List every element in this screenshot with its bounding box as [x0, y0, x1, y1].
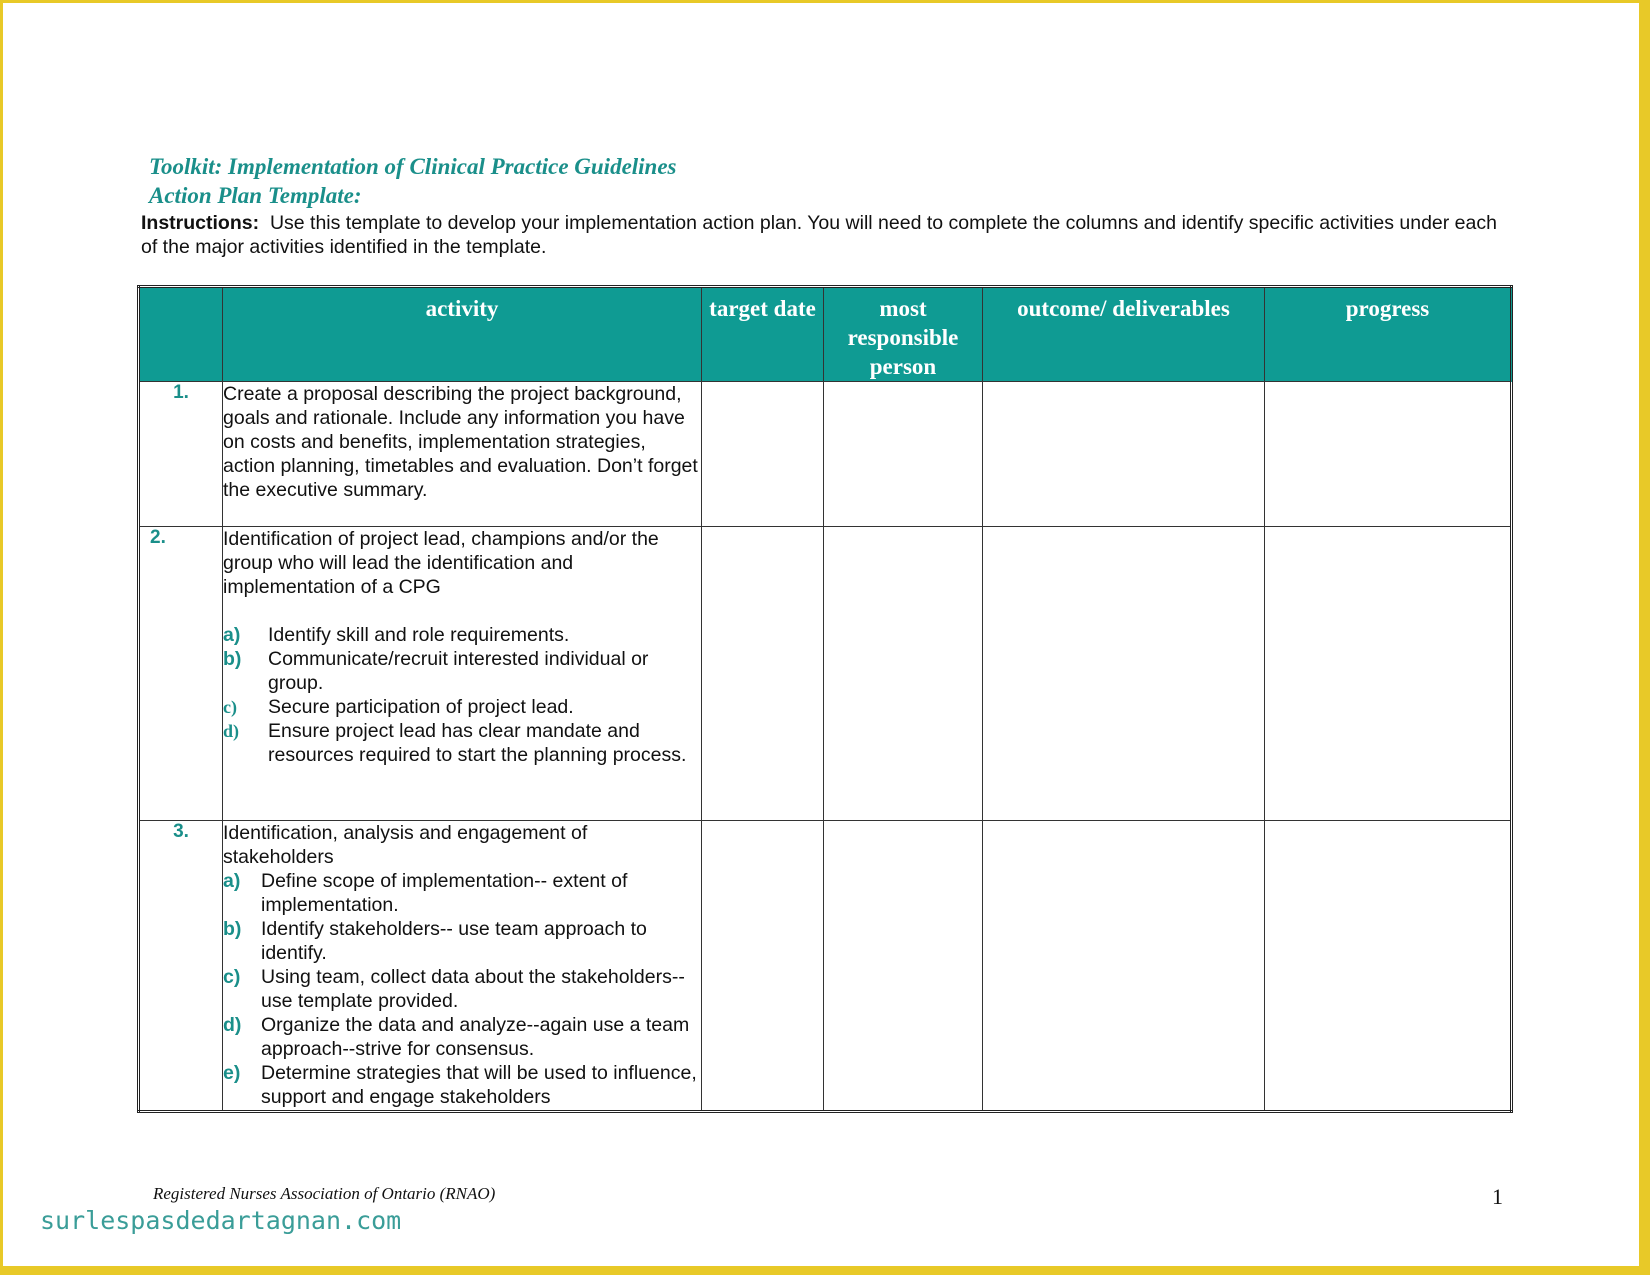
sub-item	[223, 917, 701, 965]
sub-item-text: Using team, collect data about the stakeholders-- use template provided.	[261, 966, 685, 1012]
sub-item	[223, 695, 701, 719]
row-number: 1.	[139, 382, 223, 527]
row-number: 2.	[139, 527, 223, 821]
sub-item-text: Identify stakeholders-- use team approach to identify.	[261, 918, 647, 964]
progress-cell[interactable]	[1265, 821, 1512, 1112]
sub-item-text: Communicate/recruit interested individual or group.	[268, 648, 649, 694]
sub-item-label: c)	[223, 697, 237, 717]
sub-item	[223, 1061, 701, 1109]
template-title: Action Plan Template:	[149, 183, 362, 208]
table-row	[139, 527, 1512, 821]
sub-item	[223, 1013, 701, 1061]
target-date-cell[interactable]	[702, 527, 824, 821]
sub-item	[223, 647, 701, 695]
page-number: 1	[1492, 1184, 1503, 1209]
outcome-cell[interactable]	[983, 527, 1265, 821]
action-plan-table	[137, 285, 1513, 1113]
instructions-label: Instructions:	[141, 212, 260, 234]
sub-item-label: a)	[223, 624, 241, 646]
instructions-text: Use this template to develop your implementation action plan. You will need to complete the columns and identify specific activities under each of the major activities identified in the template.	[141, 212, 1497, 258]
sub-item-label: b)	[223, 918, 242, 940]
header-responsible-person: most responsible person	[824, 287, 983, 382]
toolkit-title: Toolkit: Implementation of Clinical Practice Guidelines	[149, 154, 677, 179]
header-activity: activity	[223, 287, 702, 382]
activity-cell	[223, 382, 702, 527]
header-progress: progress	[1265, 287, 1512, 382]
responsible-person-cell[interactable]	[824, 821, 983, 1112]
sub-item-text: Identify skill and role requirements.	[268, 624, 570, 646]
outcome-cell[interactable]	[983, 821, 1265, 1112]
table-header-row	[139, 287, 1512, 382]
sub-item	[223, 965, 701, 1013]
instructions	[141, 211, 1501, 259]
sub-item-text: Ensure project lead has clear mandate and resources required to start the planning process.	[268, 720, 687, 766]
sub-item-label: d)	[223, 721, 240, 741]
row-number: 3.	[139, 821, 223, 1112]
target-date-cell[interactable]	[702, 821, 824, 1112]
activity-text: Identification of project lead, champions and/or the group who will lead the identification and implementation of a CPG	[223, 528, 659, 598]
sub-item-label: e)	[223, 1062, 241, 1084]
sub-item-label: c)	[223, 966, 241, 988]
responsible-person-cell[interactable]	[824, 527, 983, 821]
sub-item-text: Organize the data and analyze--again use a team approach--strive for consensus.	[261, 1014, 690, 1060]
sub-item	[223, 869, 701, 917]
sub-item-text: Secure participation of project lead.	[268, 696, 574, 718]
footer-organization: Registered Nurses Association of Ontario (RNAO)	[153, 1184, 496, 1203]
sub-item-text: Define scope of implementation-- extent of implementation.	[261, 870, 628, 916]
table-row	[139, 821, 1512, 1112]
outcome-cell[interactable]	[983, 382, 1265, 527]
header-number	[139, 287, 223, 382]
progress-cell[interactable]	[1265, 382, 1512, 527]
sub-item-label: d)	[223, 1014, 242, 1036]
activity-text: Create a proposal describing the project background, goals and rationale. Include any information you have on costs and benefits, implementation strategies, action planning, timetables and evaluation. Don’t forget the executive summary.	[223, 383, 698, 501]
header-target-date: target date	[702, 287, 824, 382]
target-date-cell[interactable]	[702, 382, 824, 527]
activity-cell	[223, 527, 702, 821]
watermark: surlespasdedartagnan.com	[40, 1206, 402, 1235]
sub-item-label: a)	[223, 870, 241, 892]
sub-item-text: Determine strategies that will be used to influence, support and engage stakeholders	[261, 1062, 697, 1108]
responsible-person-cell[interactable]	[824, 382, 983, 527]
header-outcome-deliverables: outcome/ deliverables	[983, 287, 1265, 382]
sub-item	[223, 719, 701, 767]
sub-item	[223, 623, 701, 647]
sub-item-label: b)	[223, 648, 242, 670]
table-row	[139, 382, 1512, 527]
activity-cell	[223, 821, 702, 1112]
document-page	[3, 3, 1639, 1266]
activity-text: Identification, analysis and engagement of stakeholders	[223, 822, 588, 868]
progress-cell[interactable]	[1265, 527, 1512, 821]
